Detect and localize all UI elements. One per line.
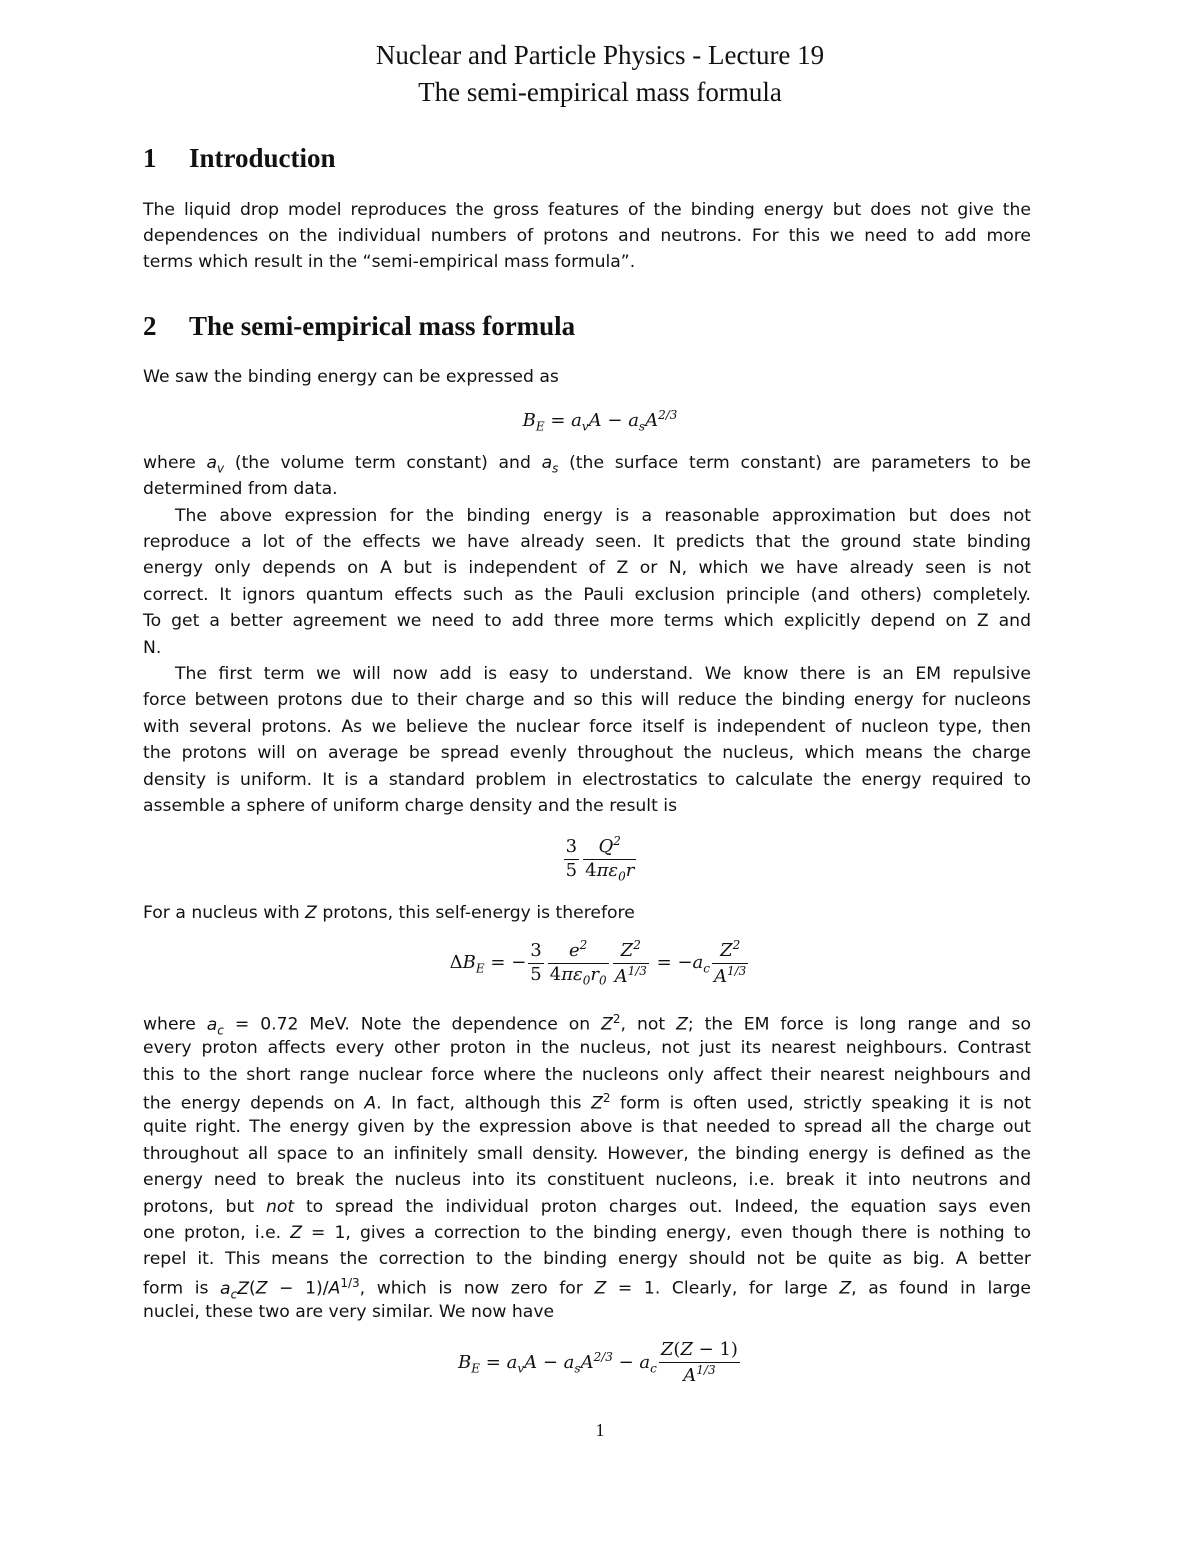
page-number: 1 [595,1420,605,1440]
equation-binding-energy: $B_E = a_vA - a_sA^{2/3}$ [522,408,678,434]
paragraph-line: The first term we will now add is easy to understand. We know there is an EM repulsive [175,664,1031,684]
paragraph-line: N. [143,638,162,658]
section-heading-1 [143,143,336,174]
paragraph-line: The above expression for the binding energy is a reasonable approximation but does not [175,506,1031,526]
paragraph-line: form is $a_cZ(Z - 1)/A^{1/3}$, which is now zero for Z = 1. Clearly, for large Z, as found in large [143,1276,1032,1302]
section-title: The semi-empirical mass formula [189,311,576,341]
paragraph-line: the protons will on average be spread evenly throughout the nucleus, which means the charge [143,743,1031,763]
paragraph-line: The liquid drop model reproduces the gross features of the binding energy but does not give the [143,200,1031,220]
paragraph-line: nuclei, these two are very similar. We now have [143,1302,555,1322]
document-title: Nuclear and Particle Physics - Lecture 19 [375,40,825,70]
paragraph-line: determined from data. [143,479,338,499]
section-title: Introduction [189,143,336,173]
paragraph-line: with several protons. As we believe the nuclear force itself is independent of nucleon type, then [143,717,1031,737]
paragraph-line: energy only depends on A but is independent of Z or N, which we have already seen is not [143,558,1031,578]
document-subtitle: The semi-empirical mass formula [418,77,782,107]
paragraph-line: this to the short range nuclear force where the nucleons only affect their nearest neighbours and [143,1065,1031,1085]
paragraph-line: force between protons due to their charge and so this will reduce the binding energy for nucleons [143,690,1031,710]
paragraph-line: throughout all space to an infinitely small density. However, the binding energy is defined as the [143,1144,1031,1164]
paragraph-line: one proton, i.e. Z = 1, gives a correction to the binding energy, even though there is nothing to [143,1223,1031,1243]
section-heading-2 [143,311,575,342]
section-number: 1 [143,143,157,173]
paragraph-line: We saw the binding energy can be expressed as [143,367,559,387]
paragraph-line: where $a_c = 0.72$ MeV. Note the dependence on $Z^2$, not Z; the EM force is long range and so [143,1012,1031,1038]
equation-self-energy: $\frac{3}{5}$ $\frac{Q^2}{4\pi\varepsilon_0r}$ [565,834,635,884]
paragraph-line: dependences on the individual numbers of protons and neutrons. For this we need to add more [143,226,1031,246]
paragraph-line: correct. It ignors quantum effects such as the Pauli exclusion principle (and others) completely. [143,585,1031,605]
paragraph-line: To get a better agreement we need to add three more terms which explicitly depend on Z and [143,611,1031,631]
paragraph-line: density is uniform. It is a standard problem in electrostatics to calculate the energy required to [143,770,1031,790]
paragraph-line: terms which result in the “semi-empirical mass formula”. [143,252,636,272]
paragraph-line: repel it. This means the correction to the binding energy should not be quite as big. A better [143,1249,1031,1269]
paragraph-line: the energy depends on A. In fact, although this $Z^2$ form is often used, strictly speaking it is not [143,1091,1031,1114]
paragraph-line: energy need to break the nucleus into its constituent nucleons, i.e. break it into neutrons and [143,1170,1031,1190]
paragraph-line: assemble a sphere of uniform charge density and the result is [143,796,678,816]
paragraph-line: protons, but not to spread the individual proton charges out. Indeed, the equation says even [143,1197,1031,1217]
paragraph-line: For a nucleus with Z protons, this self-energy is therefore [143,903,635,923]
paragraph-line: every proton affects every other proton in the nucleus, not just its nearest neighbours. Contrast [143,1038,1031,1058]
paragraph-line: where $a_v$ (the volume term constant) and $a_s$ (the surface term constant) are parameters to be [143,453,1031,476]
equation-binding-energy-coulomb: $B_E = a_vA - a_sA^{2/3} - a_c$ $\frac{Z(Z - 1)}{A^{1/3}}$ [458,1339,738,1386]
paragraph-line: quite right. The energy given by the expression above is that needed to spread all the charge out [143,1117,1031,1137]
equation-coulomb-term: $\Delta B_E$ = − $\frac{3}{5}$ $\frac{e^2}{4\pi\varepsilon_0r_0}$ $\frac{Z^2}{A^{1/3}}$ = $-a_c$ $\frac{Z^2}{A^{1/3}}$ [449,938,747,988]
section-number: 2 [143,311,157,341]
paragraph-line: reproduce a lot of the effects we have already seen. It predicts that the ground state binding [143,532,1031,552]
